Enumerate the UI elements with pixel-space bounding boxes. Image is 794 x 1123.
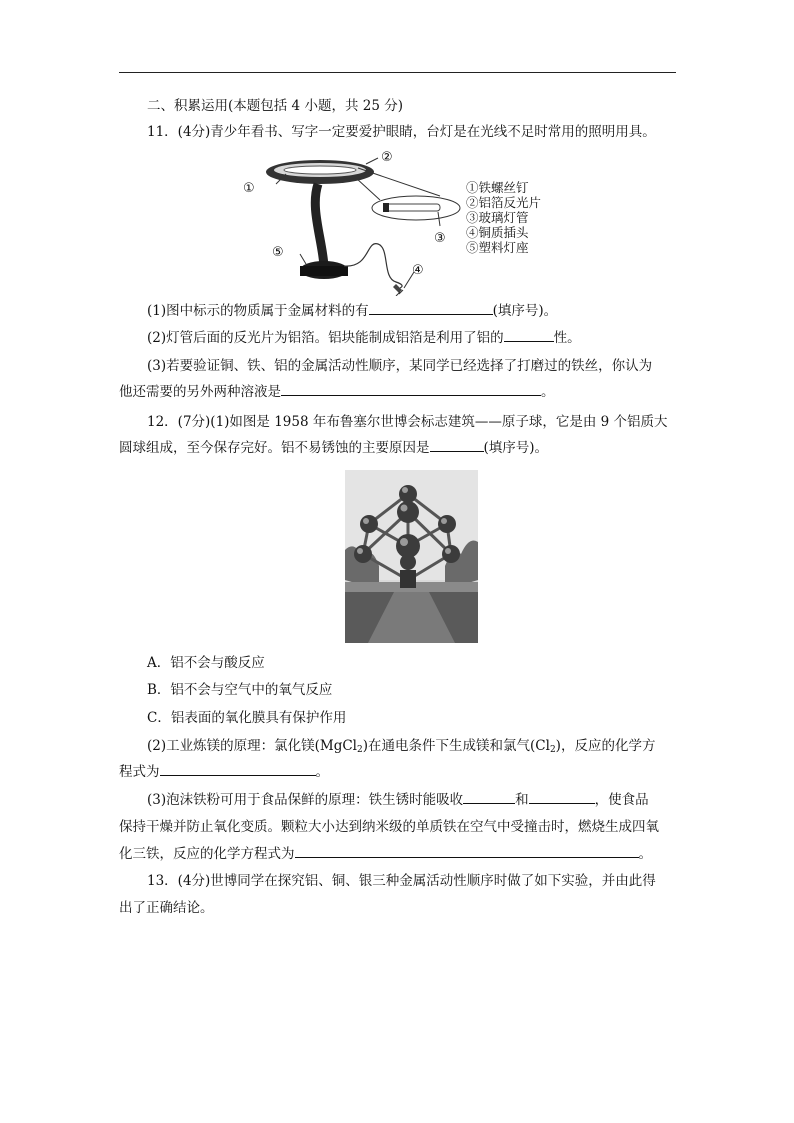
callout-1: ① <box>243 181 255 196</box>
legend-item: ④铜质插头 <box>466 225 529 240</box>
answer-blank[interactable] <box>430 439 484 452</box>
legend-item: ⑤塑料灯座 <box>466 240 529 255</box>
legend-item: ②铝箔反光片 <box>466 195 542 210</box>
q11-part3-cont: 他还需要的另外两种溶液是 。 <box>119 384 555 400</box>
answer-blank[interactable] <box>463 791 515 804</box>
callout-2: ② <box>381 150 393 165</box>
answer-blank[interactable] <box>295 845 639 858</box>
q12-stem: 12．(7分)(1)如图是 1958 年布鲁塞尔世博会标志建筑——原子球，它是由 9 个铝质大 <box>147 414 668 430</box>
legend-item: ①铁螺丝钉 <box>466 180 529 195</box>
power-cord <box>344 244 402 288</box>
q12-part2-cont: 程式为 。 <box>119 764 329 780</box>
atomium-photo <box>345 470 478 643</box>
q12-option-c[interactable]: C．铝表面的氧化膜具有保护作用 <box>147 710 347 726</box>
q11-part2: (2)灯管后面的反光片为铝箔。铝块能制成铝箔是利用了铝的 性。 <box>147 330 581 346</box>
q13-stem: 13．(4分)世博同学在探究铝、铜、银三种金属活动性顺序时做了如下实验，并由此得 <box>147 873 656 889</box>
q12-option-b[interactable]: B．铝不会与空气中的氧气反应 <box>147 682 333 698</box>
q12-part3: (3)泡沫铁粉可用于食品保鲜的原理：铁生锈时能吸收 和 ，使食品 <box>147 792 649 808</box>
q12-part3-cont: 保持干燥并防止氧化变质。颗粒大小达到纳米级的单质铁在空气中受撞击时，燃烧生成四氧 <box>119 819 659 835</box>
q12-part2: (2)工业炼镁的原理：氯化镁(MgCl$_2$)在通电条件下生成镁和氯气$(Cl_2)$，反应的化学方 <box>147 738 656 755</box>
answer-blank[interactable] <box>160 763 316 776</box>
q13-stem-cont: 出了正确结论。 <box>119 900 214 916</box>
answer-blank[interactable] <box>281 383 541 396</box>
q12-part3-cont2: 化三铁，反应的化学方程式为 。 <box>119 846 652 862</box>
q12-option-a[interactable]: A．铝不会与酸反应 <box>147 655 265 671</box>
answer-blank[interactable] <box>369 302 493 315</box>
answer-blank[interactable] <box>529 791 595 804</box>
callout-3: ③ <box>434 231 446 246</box>
answer-blank[interactable] <box>504 329 554 342</box>
section-heading: 二、积累运用(本题包括 4 小题，共 25 分) <box>147 98 403 114</box>
q11-stem: 11．(4分)青少年看书、写字一定要爱护眼睛，台灯是在光线不足时常用的照明用具。 <box>147 124 656 140</box>
callout-4: ④ <box>412 263 424 278</box>
q12-stem-cont: 圆球组成，至今保存完好。铝不易锈蚀的主要原因是 (填序号)。 <box>119 440 549 456</box>
lamp-legend <box>466 180 541 255</box>
legend-item: ③玻璃灯管 <box>466 210 529 225</box>
q11-part1: (1)图中标示的物质属于金属材料的有 (填序号)。 <box>147 303 558 319</box>
desk-lamp-figure <box>240 148 465 296</box>
q11-part3: (3)若要验证铜、铁、铝的金属活动性顺序，某同学已经选择了打磨过的铁丝，你认为 <box>147 358 653 374</box>
lamp-stand <box>315 184 324 266</box>
callout-5: ⑤ <box>272 245 284 260</box>
header-rule <box>119 72 676 73</box>
